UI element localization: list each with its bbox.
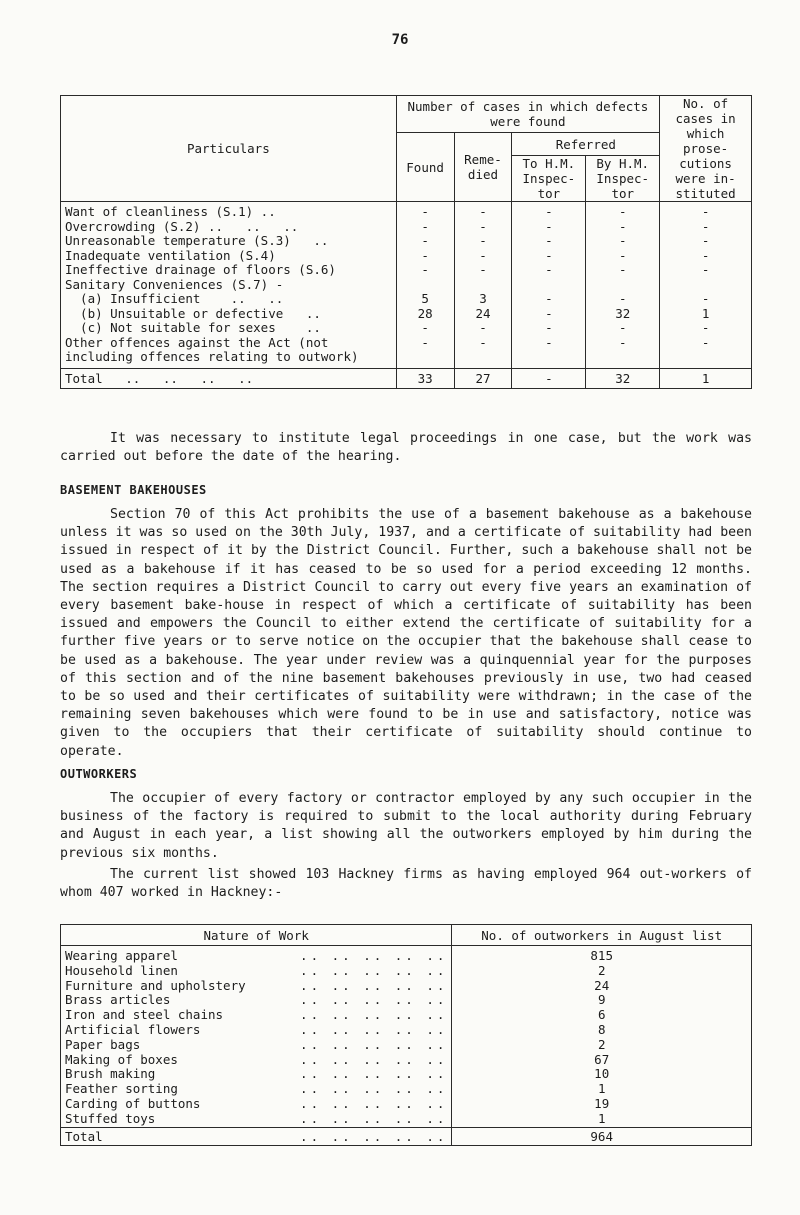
defect-label: Inadequate ventilation (S.4) xyxy=(61,249,397,264)
page-number: 76 xyxy=(391,32,409,48)
defect-prosecutions: - xyxy=(660,263,752,278)
leader-dots: .. .. .. .. .. xyxy=(300,1051,448,1067)
defect-label: Ineffective drainage of floors (S.6) xyxy=(61,263,397,278)
current-list-paragraph: The current list showed 103 Hackney firms as having employed 964 out-workers of whom 407 worked in Hackney:- xyxy=(60,867,752,901)
defect-prosecutions: - xyxy=(660,234,752,249)
defects-row xyxy=(61,336,752,351)
basement-bakehouses-paragraph: Section 70 of this Act prohibits the use of a basement bakehouse as a bakehouse unless it was so used on the 30th July, 1937, and a certificate of suitability had been issued in respect of it by the District Council. Further, such a bakehouse shall not be used as a bakehouse if it has ceased to be so used for a period exceeding 12 months. The section requires a District Council to carry out every five years an examination of every basement bake-house in respect of which a certificate of suitability has been issued and empowers the Council to either extend the certificate of suitability for a further five years or to serve notice on the occupier that the bakehouse shall cease to be used as a bakehouse. The year under review was a quinquennial year for the purposes of this section and of the nine basement bakehouses previously in use, two had ceased to be so used and their certificates of suitability were withdrawn; in the case of the remaining seven bakehouses which were found to be in use and satisfactory, notice was given to the occupiers that their certificate of suitability should continue to operate. xyxy=(60,507,752,759)
defect-remedied xyxy=(454,278,512,293)
defect-prosecutions xyxy=(660,350,752,368)
defect-by-hm: - xyxy=(586,249,660,264)
defect-label: Sanitary Conveniences (S.7) - xyxy=(61,278,397,293)
work-type: Carding of buttons xyxy=(65,1095,201,1111)
defect-remedied: - xyxy=(454,249,512,264)
header-found: Found xyxy=(396,133,454,202)
defects-row xyxy=(61,263,752,278)
work-count: 9 xyxy=(452,993,752,1008)
defect-found: - xyxy=(396,321,454,336)
defect-remedied: - xyxy=(454,234,512,249)
work-count: 67 xyxy=(452,1053,752,1068)
work-count: 1 xyxy=(452,1112,752,1127)
defect-label: Want of cleanliness (S.1) .. xyxy=(61,202,397,220)
outworker-row xyxy=(61,1053,752,1068)
leader-dots: .. .. .. .. .. xyxy=(300,1081,448,1097)
outworker-row xyxy=(61,979,752,994)
defect-remedied: - xyxy=(454,263,512,278)
header-particulars: Particulars xyxy=(61,96,397,202)
defect-remedied: 3 xyxy=(454,292,512,307)
defect-found: - xyxy=(396,202,454,220)
defect-found: - xyxy=(396,263,454,278)
defect-by-hm: - xyxy=(586,220,660,235)
outworker-row xyxy=(61,1112,752,1127)
defect-to-hm: - xyxy=(512,220,586,235)
defects-row xyxy=(61,292,752,307)
leader-dots: .. .. .. .. .. xyxy=(300,1066,448,1082)
defect-to-hm: - xyxy=(512,263,586,278)
leader-dots: .. .. .. .. .. xyxy=(300,962,448,978)
header-remedied: Reme- died xyxy=(454,133,512,202)
outworker-row xyxy=(61,1067,752,1082)
basement-bakehouses-heading: BASEMENT BAKEHOUSES xyxy=(60,483,207,497)
work-count: 6 xyxy=(452,1008,752,1023)
defect-label: (a) Insufficient .. .. xyxy=(61,292,397,307)
header-outworker-count: No. of outworkers in August list xyxy=(452,925,752,946)
defect-found: 28 xyxy=(396,307,454,322)
work-type: Paper bags xyxy=(65,1036,141,1052)
leader-dots: .. .. .. .. .. xyxy=(300,992,448,1008)
defect-prosecutions: - xyxy=(660,336,752,351)
defects-row xyxy=(61,321,752,336)
total-found: 33 xyxy=(396,368,454,388)
outworker-row xyxy=(61,993,752,1008)
defect-prosecutions xyxy=(660,278,752,293)
outworker-row xyxy=(61,1038,752,1053)
defect-to-hm: - xyxy=(512,292,586,307)
work-type: Furniture and upholstery xyxy=(65,977,246,993)
defect-prosecutions: - xyxy=(660,292,752,307)
work-type: Stuffed toys xyxy=(65,1110,156,1126)
defect-to-hm: - xyxy=(512,307,586,322)
defect-to-hm: - xyxy=(512,202,586,220)
defects-row xyxy=(61,202,752,220)
leader-dots: .. .. .. .. .. xyxy=(300,1095,448,1111)
total-label: Total .. .. .. .. xyxy=(61,368,397,388)
outworkers-paragraph: The occupier of every factory or contractor employed by any such occupier in the business of the factory is required to submit to the local authority during February and August in each year, a list showing all the outworkers employed by him during the previous six months. xyxy=(60,791,752,861)
defect-remedied: - xyxy=(454,202,512,220)
defects-row xyxy=(61,307,752,322)
leader-dots: .. .. .. .. .. xyxy=(300,1007,448,1023)
defect-by-hm: - xyxy=(586,202,660,220)
outworker-row xyxy=(61,1008,752,1023)
defects-table xyxy=(60,95,752,389)
defects-total-row xyxy=(61,368,752,388)
outworkers-heading: OUTWORKERS xyxy=(60,767,138,781)
outworker-row xyxy=(61,1023,752,1038)
leader-dots: .. .. .. .. .. xyxy=(300,1110,448,1126)
defect-to-hm xyxy=(512,350,586,368)
work-type: Brass articles xyxy=(65,992,171,1008)
defect-found xyxy=(396,278,454,293)
work-type: Wearing apparel xyxy=(65,948,178,963)
defect-found: - xyxy=(396,220,454,235)
work-type: Household linen xyxy=(65,962,178,978)
work-count: 2 xyxy=(452,1038,752,1053)
defect-by-hm: - xyxy=(586,321,660,336)
header-prosecutions: No. of cases in which prose- cutions were in- stituted xyxy=(660,96,752,202)
defect-prosecutions: - xyxy=(660,202,752,220)
outworker-row xyxy=(61,946,752,964)
header-to-hm-inspector: To H.M. Inspec- tor xyxy=(512,156,586,202)
defect-found xyxy=(396,350,454,368)
defect-found: - xyxy=(396,336,454,351)
header-referred: Referred xyxy=(512,133,660,156)
outworkers-total-label: Total xyxy=(65,1128,103,1144)
work-count: 19 xyxy=(452,1097,752,1112)
work-type: Making of boxes xyxy=(65,1051,178,1067)
defects-row xyxy=(61,249,752,264)
defect-label: (c) Not suitable for sexes .. xyxy=(61,321,397,336)
total-to-hm: - xyxy=(512,368,586,388)
defect-prosecutions: - xyxy=(660,321,752,336)
work-type: Brush making xyxy=(65,1066,156,1082)
leader-dots: .. .. .. .. .. xyxy=(300,1036,448,1052)
defect-to-hm: - xyxy=(512,249,586,264)
defect-prosecutions: 1 xyxy=(660,307,752,322)
defect-remedied: - xyxy=(454,220,512,235)
outworkers-total-count: 964 xyxy=(452,1127,752,1145)
work-count: 2 xyxy=(452,964,752,979)
header-by-hm-inspector: By H.M. Inspec- tor xyxy=(586,156,660,202)
legal-proceedings-paragraph: It was necessary to institute legal proceedings in one case, but the work was carried out before the date of the hearing. xyxy=(60,431,752,465)
header-nature-of-work: Nature of Work xyxy=(61,925,452,946)
outworkers-table xyxy=(60,924,752,1146)
defect-label: Unreasonable temperature (S.3) .. xyxy=(61,234,397,249)
defect-label: (b) Unsuitable or defective .. xyxy=(61,307,397,322)
defect-found: - xyxy=(396,249,454,264)
defect-remedied: - xyxy=(454,321,512,336)
outworker-row xyxy=(61,1082,752,1097)
defect-to-hm: - xyxy=(512,321,586,336)
defect-label: Overcrowding (S.2) .. .. .. xyxy=(61,220,397,235)
defects-row xyxy=(61,350,752,368)
defect-remedied xyxy=(454,350,512,368)
outworker-row xyxy=(61,964,752,979)
total-remedied: 27 xyxy=(454,368,512,388)
defect-label: including offences relating to outwork) xyxy=(61,350,397,368)
leader-dots: .. .. .. .. .. xyxy=(300,948,448,963)
outworker-row xyxy=(61,1097,752,1112)
work-count: 10 xyxy=(452,1067,752,1082)
work-count: 24 xyxy=(452,979,752,994)
defect-to-hm xyxy=(512,278,586,293)
defect-by-hm: - xyxy=(586,292,660,307)
defect-found: 5 xyxy=(396,292,454,307)
work-type: Feather sorting xyxy=(65,1081,178,1097)
defect-by-hm xyxy=(586,278,660,293)
defects-row xyxy=(61,278,752,293)
leader-dots: .. .. .. .. .. xyxy=(300,1021,448,1037)
outworkers-total-row xyxy=(61,1127,752,1145)
work-count: 1 xyxy=(452,1082,752,1097)
defect-to-hm: - xyxy=(512,234,586,249)
defect-by-hm: - xyxy=(586,336,660,351)
defect-by-hm xyxy=(586,350,660,368)
defect-prosecutions: - xyxy=(660,249,752,264)
work-count: 8 xyxy=(452,1023,752,1038)
defects-row xyxy=(61,220,752,235)
leader-dots: .. .. .. .. .. xyxy=(300,1128,448,1144)
defect-to-hm: - xyxy=(512,336,586,351)
leader-dots: .. .. .. .. .. xyxy=(300,977,448,993)
defect-by-hm: - xyxy=(586,263,660,278)
defect-by-hm: 32 xyxy=(586,307,660,322)
defect-by-hm: - xyxy=(586,234,660,249)
work-count: 815 xyxy=(452,946,752,964)
total-by-hm: 32 xyxy=(586,368,660,388)
defect-prosecutions: - xyxy=(660,220,752,235)
work-type: Iron and steel chains xyxy=(65,1007,224,1023)
defect-remedied: 24 xyxy=(454,307,512,322)
defect-label: Other offences against the Act (not xyxy=(61,336,397,351)
total-prosecutions: 1 xyxy=(660,368,752,388)
header-number-of-cases: Number of cases in which defects were found xyxy=(396,96,660,133)
work-type: Artificial flowers xyxy=(65,1021,201,1037)
defects-row xyxy=(61,234,752,249)
defect-found: - xyxy=(396,234,454,249)
defect-remedied: - xyxy=(454,336,512,351)
